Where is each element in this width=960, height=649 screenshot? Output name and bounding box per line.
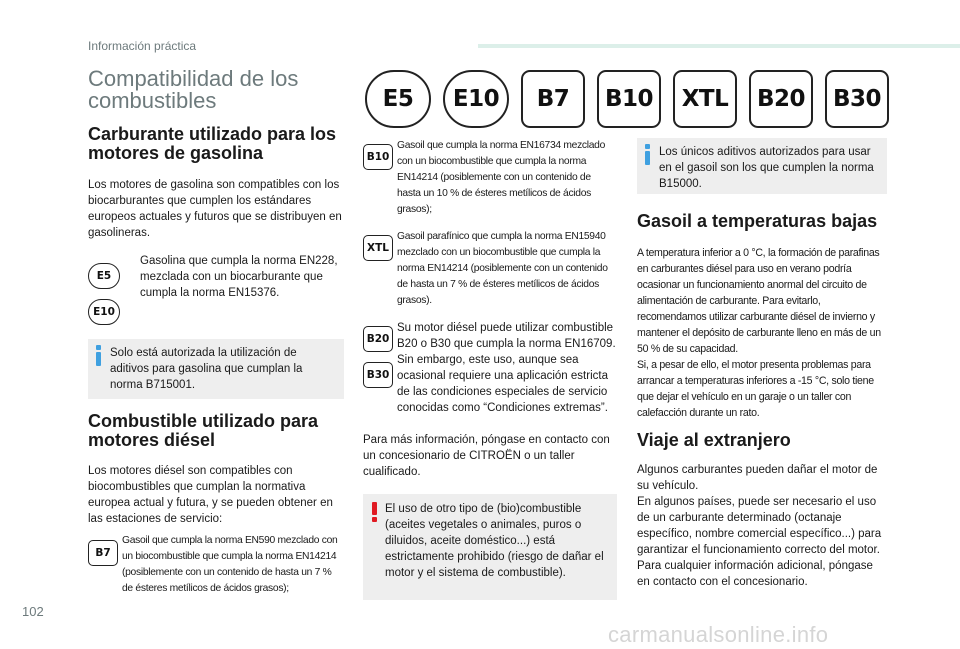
b20-row [363, 320, 617, 416]
page-title: Compatibilidad de los combustibles [88, 66, 299, 113]
info-icon [96, 345, 101, 366]
gasoline-badge-text: Gasolina que cumpla la norma EN228, mezclada con un biocarburante que cumpla la norma EN15376. [140, 255, 338, 299]
fuel-warning-text: El uso de otro tipo de (bio)combustible (aceites vegetales o animales, puros o diluidos, aceite doméstico...) está estrictamente prohibido (riesgo de dañar el motor y el sistema de combustible). [385, 503, 604, 579]
xtl-row [363, 229, 617, 309]
b10-text: Gasoil que cumpla la norma EN16734 mezclado con un biocombustible que cumpla la norma EN14214 (posiblemente con un contenido de hasta un 10 % de ésteres metílicos de ácidos grasos); [397, 140, 606, 215]
page-number: 102 [22, 604, 44, 619]
abroad-text-1: Algunos carburantes pueden dañar el motor de su vehículo. [637, 464, 878, 492]
b10-row [363, 138, 617, 218]
cold-text-1: A temperatura inferior a 0 °C, la formación de parafinas en carburantes diésel para uso en verano podría ocasionar un funcionamiento anormal del circuito de alimentación de carburante. Para evitarlo, recomendamos utilizar carburante diésel de invierno y mantener el depósito de carburante lleno en más de un 50 % de su capacidad. [637, 247, 881, 355]
xtl-text: Gasoil parafínico que cumpla la norma EN15940 mezclado con un biocombustible que cumpla la norma EN14214 (posiblemente con un contenido de hasta un 7 % de ésteres metílicos de ácidos grasos). [397, 231, 608, 306]
cold-heading: Gasoil a temperaturas bajas [637, 211, 878, 231]
abroad-heading: Viaje al extranjero [637, 430, 791, 450]
diesel-additive-note [637, 138, 887, 194]
b10-badge: B10 [363, 144, 393, 170]
diesel-additive-text: Los únicos aditivos autorizados para usar en el gasoil son los que cumplen la norma B15000. [659, 146, 874, 190]
e10-badge: E10 [88, 299, 120, 325]
more-info-text: Para más información, póngase en contacto con un concesionario de CITROËN o un taller cualificado. [363, 434, 610, 478]
fuel-warning-note [363, 494, 617, 600]
column-3 [637, 138, 887, 590]
abroad-text-3: Para cualquier información adicional, póngase en contacto con el concesionario. [637, 560, 873, 588]
diesel-heading: Combustible utilizado para motores diésel [88, 411, 319, 450]
column-2 [363, 138, 617, 600]
header-divider [478, 44, 960, 48]
fuel-badge-e10: E10 [443, 70, 509, 128]
fuel-badge-row [365, 70, 889, 128]
fuel-badge-b30: B30 [825, 70, 889, 128]
gasoline-heading: Carburante utilizado para los motores de gasolina [88, 124, 337, 163]
abroad-text-2: En algunos países, puede ser necesario el uso de un carburante determinado (octanaje específico, nombre comercial específico...) para garantizar el funcionamiento correcto del motor. [637, 496, 882, 556]
fuel-badge-xtl: XTL [673, 70, 737, 128]
gasoline-intro: Los motores de gasolina son compatibles con los biocarburantes que cumplen los estándares europeos actuales y futuros que se distribuyen en gasolineras. [88, 179, 342, 239]
b30-badge: B30 [363, 362, 393, 388]
b7-text: Gasoil que cumpla la norma EN590 mezclado con un biocombustible que cumpla la norma EN14214 (posiblemente con un contenido de hasta un 7 % de ésteres metílicos de ácidos grasos); [122, 535, 338, 594]
warning-icon [372, 502, 377, 522]
b7-badge: B7 [88, 540, 118, 566]
b20-text: Su motor diésel puede utilizar combustible B20 o B30 que cumpla la norma EN16709. Sin embargo, este uso, aunque sea ocasional requiere una aplicación estricta de las condiciones especiales de servicio conocidas como “Condiciones extremas”. [397, 322, 616, 414]
fuel-badge-b10: B10 [597, 70, 661, 128]
watermark: carmanualsonline.info [608, 622, 829, 647]
xtl-badge: XTL [363, 235, 393, 261]
gasoline-note-text: Solo está autorizada la utilización de aditivos para gasolina que cumplan la norma B715001. [110, 347, 303, 391]
info-icon [645, 144, 650, 165]
column-1 [88, 68, 344, 597]
fuel-badge-b7: B7 [521, 70, 585, 128]
cold-text-2: Si, a pesar de ello, el motor presenta problemas para arrancar a temperaturas inferiores a -15 °C, solo tiene que dejar el vehículo en un garaje o un taller con calefacción durante un rato. [637, 359, 874, 419]
e5-badge: E5 [88, 263, 120, 289]
fuel-badge-b20: B20 [749, 70, 813, 128]
diesel-intro: Los motores diésel son compatibles con biocombustibles que cumplan la normativa europea actual y futura, y se pueden obtener en las estaciones de servicio: [88, 465, 333, 525]
gasoline-info-note [88, 339, 344, 399]
b20-badge: B20 [363, 326, 393, 352]
b7-row [88, 533, 344, 597]
header-section-title: Información práctica [88, 39, 197, 53]
gasoline-badge-row [88, 253, 344, 325]
fuel-badge-e5: E5 [365, 70, 431, 128]
